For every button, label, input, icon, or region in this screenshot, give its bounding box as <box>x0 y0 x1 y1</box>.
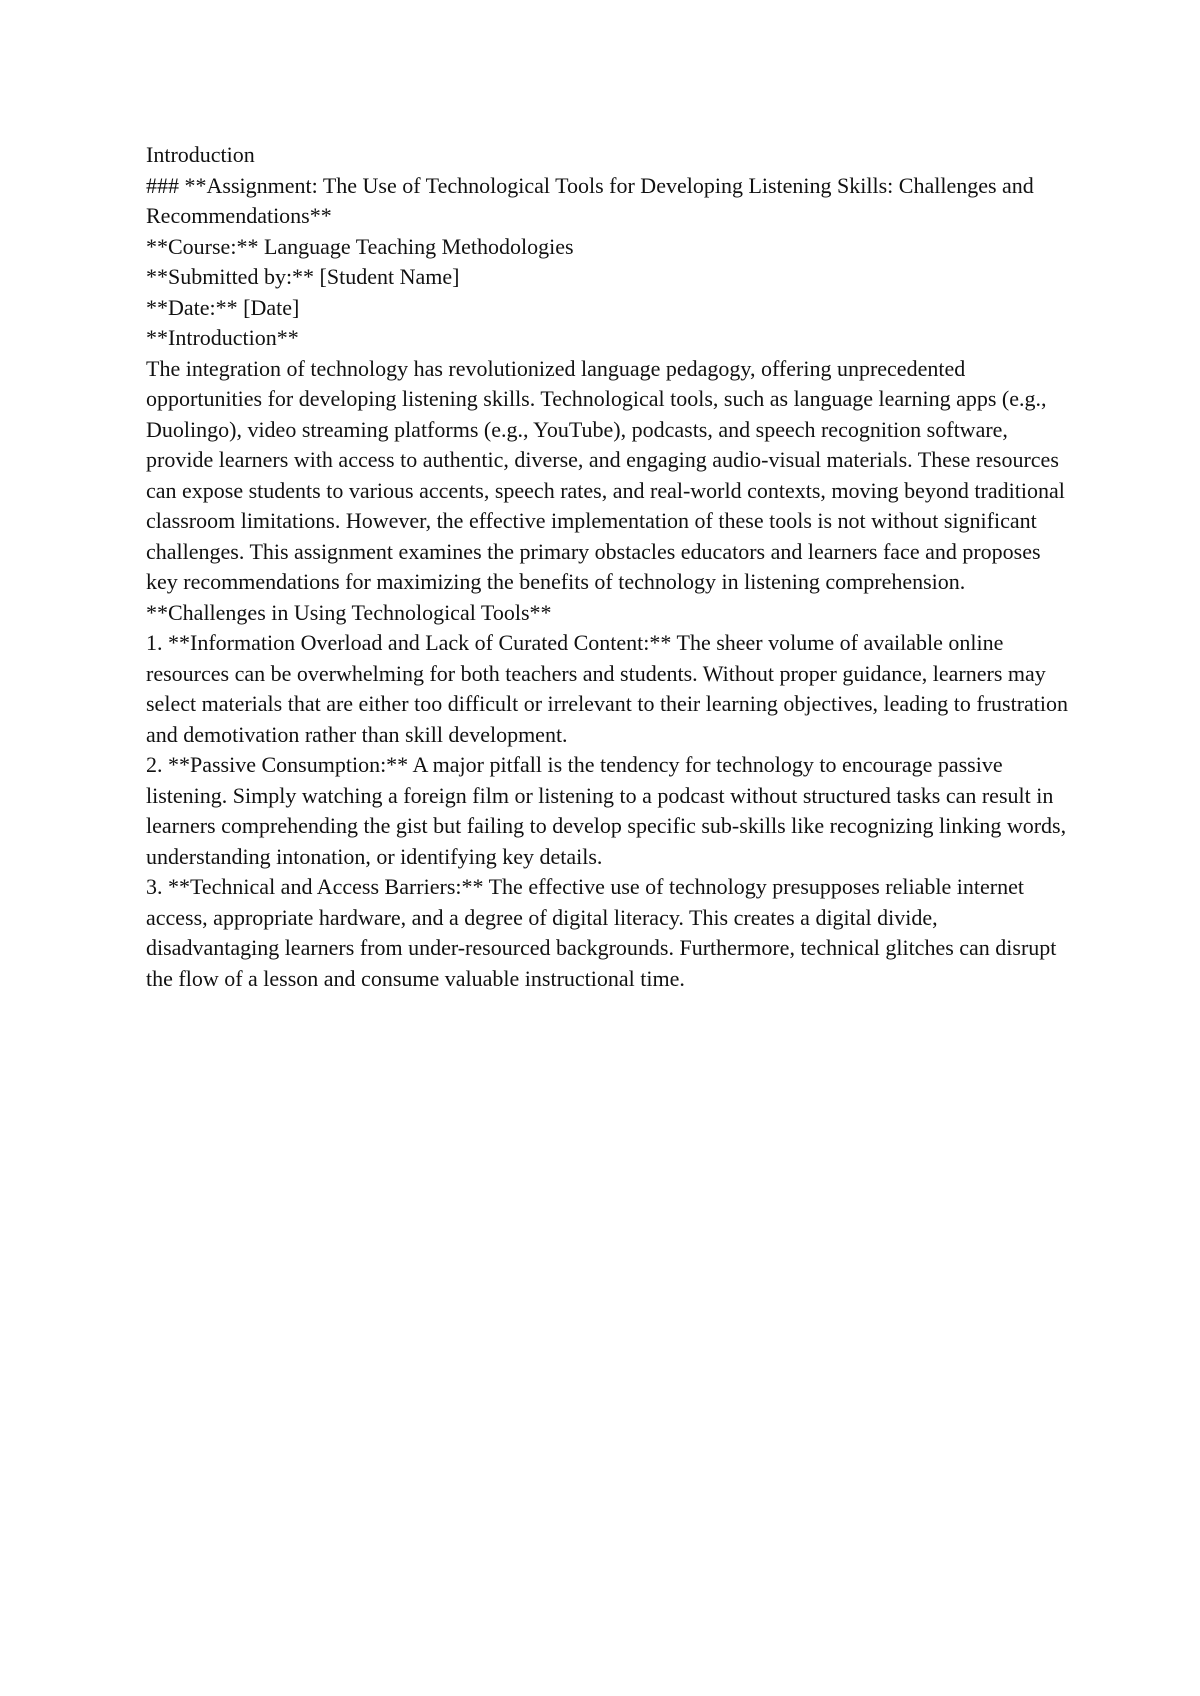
submitted-by-line: **Submitted by:** [Student Name] <box>146 264 460 289</box>
document-label: Introduction <box>146 142 255 167</box>
introduction-paragraph: The integration of technology has revolutionized language pedagogy, offering unprecedented opportunities for developing listening skills. Technological tools, such as language learning apps (e.g., Duolingo), video streaming platforms (e.g., YouTube), podcasts, and speech recognition software, provide learners with access to authentic, diverse, and engaging audio-visual materials. These resources can expose students to various accents, speech rates, and real-world contexts, moving beyond traditional classroom limitations. However, the effective implementation of these tools is not without significant challenges. This assignment examines the primary obstacles educators and learners face and proposes key recommendations for maximizing the benefits of technology in listening comprehension. <box>146 355 1065 594</box>
challenge-item-1: 1. **Information Overload and Lack of Curated Content:** The sheer volume of available online resources can be overwhelming for both teachers and students. Without proper guidance, learners may select materials that are either too difficult or irrelevant to their learning objectives, leading to frustration and demotivation rather than skill development. <box>146 630 1069 747</box>
challenge-item-3: 3. **Technical and Access Barriers:** The effective use of technology presupposes reliable internet access, appropriate hardware, and a degree of digital literacy. This creates a digital divide, disadvantaging learners from under-resourced backgrounds. Furthermore, technical glitches can disrupt the flow of a lesson and consume valuable instructional time. <box>146 874 1057 991</box>
document-page <box>146 140 1076 994</box>
introduction-heading: **Introduction** <box>146 325 299 350</box>
date-line: **Date:** [Date] <box>146 294 300 320</box>
challenge-item-2: 2. **Passive Consumption:** A major pitfall is the tendency for technology to encourage passive listening. Simply watching a foreign film or listening to a podcast without structured tasks can result in learners comprehending the gist but failing to develop specific sub-skills like recognizing linking words, understanding intonation, or identifying key details. <box>146 752 1067 869</box>
course-line: **Course:** Language Teaching Methodologies <box>146 233 574 259</box>
assignment-title: ### **Assignment: The Use of Technological Tools for Developing Listening Skills: Challenges and Recommendations** <box>146 172 1034 228</box>
challenges-heading: **Challenges in Using Technological Tools** <box>146 599 552 625</box>
